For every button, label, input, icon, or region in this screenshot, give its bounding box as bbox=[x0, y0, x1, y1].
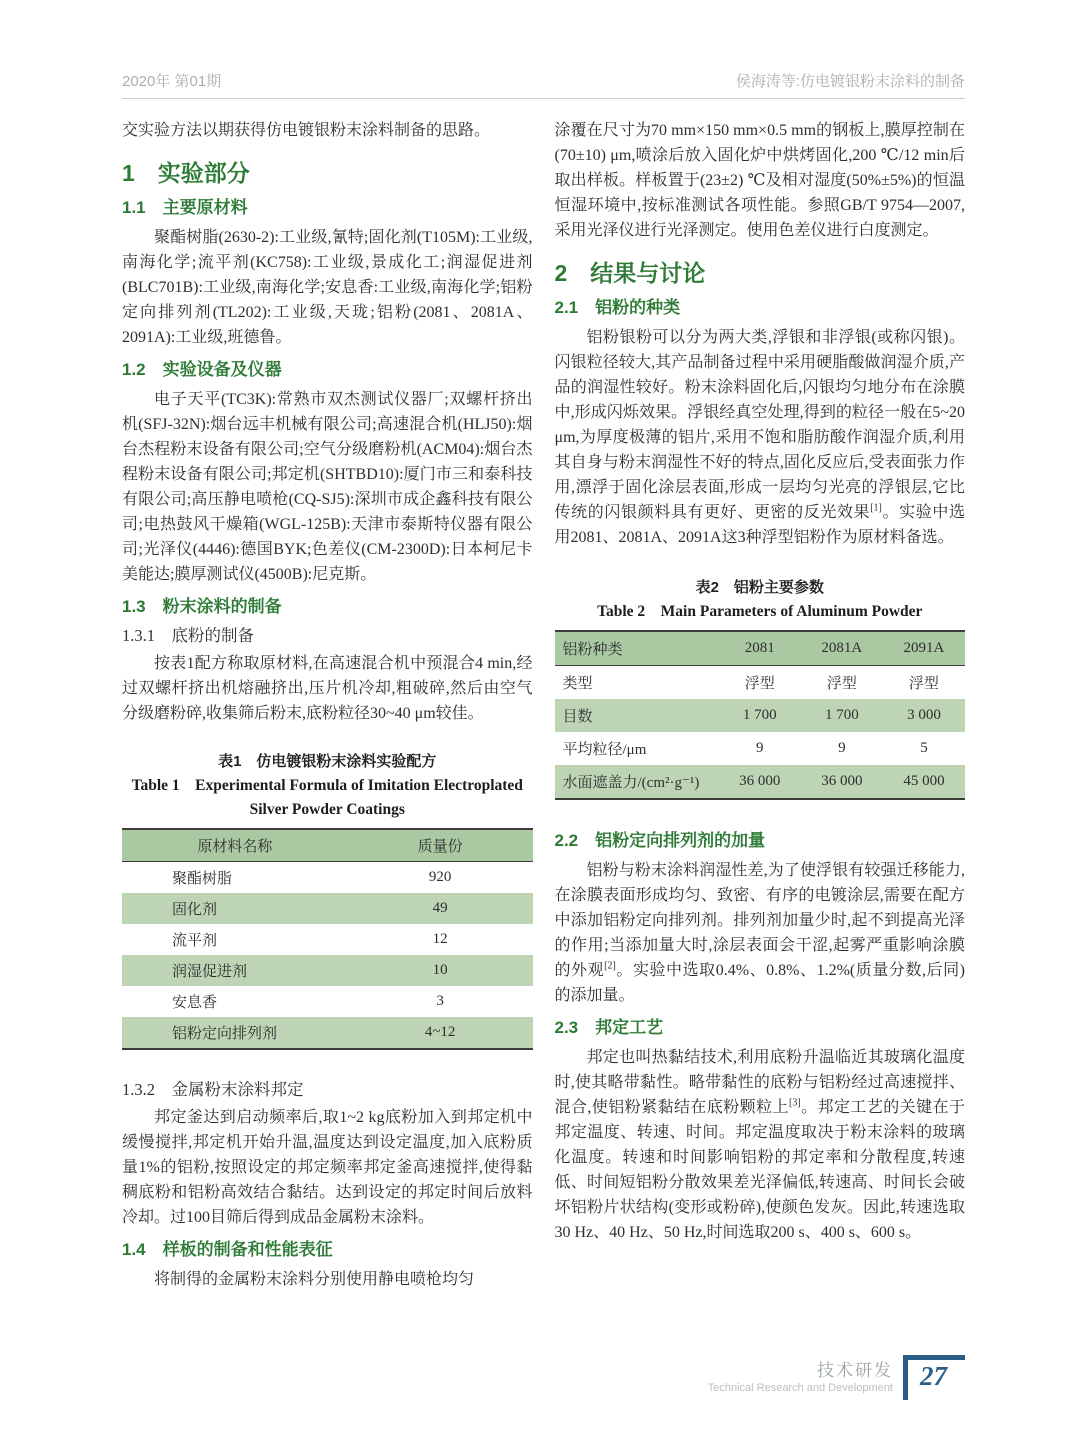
table-cell: 45 000 bbox=[883, 765, 965, 799]
table-1-caption-en-line2: Silver Powder Coatings bbox=[249, 801, 405, 818]
footer-section-label bbox=[708, 1355, 893, 1395]
paragraph-text: 。邦定工艺的关键在于邦定温度、转速、时间。邦定温度取决于粉末涂料的玻璃化温度。转速和时间影响铝粉的邦定率和分散程度,转速低、时间短铝粉分散效果差光泽偏低,转速高、时间长会破坏铝粉片状结构(变形或粉碎),使颜色发灰。因此,转速选取30 Hz、40 Hz、50 Hz,时间选取200 s、400 s、600 s。 bbox=[554, 1099, 965, 1241]
table-cell: 类型 bbox=[562, 676, 593, 692]
table-2-caption-cn: 表2 铝粉主要参数 bbox=[695, 579, 824, 596]
table-cell: 9 bbox=[755, 740, 764, 756]
section-2-1-heading: 2.1 铝粉的种类 bbox=[554, 298, 681, 317]
page-number: 27 bbox=[920, 1361, 947, 1391]
right-column bbox=[555, 118, 966, 1292]
table-row bbox=[122, 829, 533, 862]
table-row bbox=[122, 955, 533, 986]
table-cell: 水面遮盖力/(cm²·g⁻¹) bbox=[555, 765, 719, 799]
table-1-block bbox=[122, 750, 533, 1050]
table-cell: 1 700 bbox=[801, 699, 883, 732]
table-cell: 安息香 bbox=[172, 995, 218, 1011]
section-1-3-heading: 1.3 粉末涂料的制备 bbox=[122, 597, 282, 616]
section-1-3-1-heading: 1.3.1 底粉的制备 bbox=[122, 626, 254, 645]
table-row bbox=[555, 699, 966, 732]
table-cell: 12 bbox=[432, 931, 448, 947]
table-cell: 10 bbox=[348, 955, 533, 986]
table-2 bbox=[555, 630, 966, 800]
table-row bbox=[122, 924, 533, 955]
table-header-cell: 铝粉种类 bbox=[555, 631, 719, 666]
table-1-caption-en-line1: Table 1 Experimental Formula of Imitation Electroplated bbox=[131, 777, 523, 794]
table-cell: 36 000 bbox=[719, 765, 801, 799]
paragraph-text: 。实验中选取0.4%、0.8%、1.2%(质量分数,后同)的添加量。 bbox=[554, 962, 965, 1004]
table-cell: 3 000 bbox=[883, 699, 965, 732]
table-row bbox=[122, 862, 533, 894]
table-row bbox=[555, 631, 966, 666]
table-row bbox=[555, 732, 966, 765]
paragraph-text: 。实验中选用2081、2081A、2091A这3种浮型铝粉作为原材料备选。 bbox=[554, 504, 965, 546]
table-header-cell: 质量份 bbox=[348, 829, 533, 862]
table-cell: 4~12 bbox=[348, 1017, 533, 1049]
section-1-3-1-paragraph: 按表1配方称取原材料,在高速混合机中预混合4 min,经过双螺杆挤出机熔融挤出,压片机冷却,粗破碎,然后由空气分级磨粉碎,收集筛后粉末,底粉粒径30~40 μm较佳。 bbox=[122, 655, 533, 722]
table-row bbox=[555, 666, 966, 700]
page-footer bbox=[708, 1355, 965, 1400]
table-header-cell: 原材料名称 bbox=[122, 829, 348, 862]
reference-marker-2: [2] bbox=[604, 960, 616, 972]
table-cell: 36 000 bbox=[801, 765, 883, 799]
page-content bbox=[122, 118, 965, 1292]
table-1-caption-cn: 表1 仿电镀银粉末涂料实验配方 bbox=[218, 753, 437, 770]
running-header bbox=[122, 70, 965, 99]
table-header-cell: 2091A bbox=[883, 631, 965, 666]
reference-marker-3: [3] bbox=[788, 1097, 801, 1109]
table-row bbox=[122, 986, 533, 1017]
table-cell: 9 bbox=[838, 740, 846, 756]
paragraph-text: 铝粉与粉末涂料润湿性差,为了使浮银有较强迁移能力,在涂膜表面形成均匀、致密、有序的电镀涂层,需要在配方中添加铝粉定向排列剂。排列剂加量少时,起不到提高光泽的作用;当添加量大时,涂层表面会干涩,起雾严重影响涂膜的外观 bbox=[554, 862, 965, 979]
section-2-2-paragraph bbox=[555, 858, 966, 1008]
table-cell: 3 bbox=[436, 993, 444, 1009]
section-1-2-paragraph: 电子天平(TC3K):常熟市双杰测试仪器厂;双螺杆挤出机(SFJ-32N):烟台远丰机械有限公司;高速混合机(HLJ50):烟台杰程粉末设备有限公司;空气分级磨粉机(ACM04):烟台杰程粉末设备有限公司;邦定机(SHTBD10):厦门市三和泰科技有限公司;高压静电喷枪(CQ-SJ5):深圳市成企鑫科技有限公司;电热鼓风干燥箱(WGL-125B):天津市泰斯特仪器有限公司;光泽仪(4446):德国BYK;色差仪(CM-2300D):日本柯尼卡美能达;膜厚测试仪(4500B):尼克斯。 bbox=[122, 391, 533, 583]
table-cell: 平均粒径/μm bbox=[562, 742, 647, 758]
table-1 bbox=[122, 828, 533, 1050]
section-1-4-heading: 1.4 样板的制备和性能表征 bbox=[122, 1240, 333, 1259]
section-1-1-heading: 1.1 主要原材料 bbox=[122, 198, 248, 217]
table-cell: 5 bbox=[920, 740, 928, 756]
table-cell: 润湿促进剂 bbox=[122, 955, 348, 986]
table-cell: 流平剂 bbox=[172, 933, 218, 949]
journal-issue: 2020年 第01期 bbox=[122, 73, 222, 90]
table-cell: 1 700 bbox=[719, 699, 801, 732]
table-cell: 浮型 bbox=[826, 676, 857, 692]
paragraph-text: 邦定也叫热黏结技术,利用底粉升温临近其玻璃化温度时,使其略带黏性。略带黏性的底粉与铝粉经过高速搅拌、混合,使铝粉紧黏结在底粉颗粒上 bbox=[554, 1049, 965, 1116]
paragraph-text: 铝粉银粉可以分为两大类,浮银和非浮银(或称闪银)。闪银粒径较大,其产品制备过程中采用硬脂酸做润湿介质,产品的润湿性较好。粉末涂料固化后,闪银均匀地分布在涂膜中,形成闪烁效果。浮银经真空处理,得到的粒径一般在5~20 μm,为厚度极薄的铝片,采用不饱和脂肪酸作润湿介质,利用其自身与粉末润湿性不好的特点,固化反应后,受表面张力作用,漂浮于固化涂层表面,形成一层均匀光亮的浮银层,它比传统的闪银颜料具有更好、更密的反光效果 bbox=[554, 329, 965, 521]
table-cell: 浮型 bbox=[744, 676, 775, 692]
footer-section-cn: 技术研发 bbox=[817, 1361, 893, 1380]
intro-continuation: 交实验方法以期获得仿电镀银粉末涂料制备的思路。 bbox=[122, 122, 491, 139]
table-cell: 浮型 bbox=[908, 676, 939, 692]
section-1-4-paragraph-continuation: 涂覆在尺寸为70 mm×150 mm×0.5 mm的钢板上,膜厚控制在(70±10) μm,喷涂后放入固化炉中烘烤固化,200 ℃/12 min后取出样板。样板置于(23±2) ℃及相对湿度(50%±5%)的恒温恒湿环境中,按标准测试各项性能。参照GB/T 9754—2007,采用光泽仪进行光泽测定。使用色差仪进行白度测定。 bbox=[554, 122, 965, 239]
table-cell: 49 bbox=[348, 893, 533, 924]
section-1-heading: 1 实验部分 bbox=[122, 160, 250, 186]
page-number-bracket bbox=[903, 1355, 965, 1400]
section-2-heading: 2 结果与讨论 bbox=[554, 260, 706, 286]
table-cell: 铝粉定向排列剂 bbox=[122, 1017, 348, 1049]
table-2-caption-en: Table 2 Main Parameters of Aluminum Powder bbox=[597, 603, 923, 620]
table-row bbox=[122, 1017, 533, 1049]
table-header-cell: 2081 bbox=[719, 631, 801, 666]
footer-section-en: Technical Research and Development bbox=[707, 1382, 893, 1394]
section-2-3-heading: 2.3 邦定工艺 bbox=[554, 1018, 664, 1037]
section-1-3-2-heading: 1.3.2 金属粉末涂料邦定 bbox=[122, 1080, 304, 1099]
running-title: 侯海涛等:仿电镀银粉末涂料的制备 bbox=[735, 73, 965, 90]
section-2-2-heading: 2.2 铝粉定向排列剂的加量 bbox=[554, 831, 766, 850]
section-1-3-2-paragraph: 邦定釜达到启动频率后,取1~2 kg底粉加入到邦定机中缓慢搅拌,邦定机开始升温,温度达到设定温度,加入底粉质量1%的铝粉,按照设定的邦定频率邦定釜高速搅拌,使得黏稠底粉和铝粉高效结合黏结。达到设定的邦定时间后放料冷却。过100目筛后得到成品金属粉末涂料。 bbox=[122, 1109, 533, 1226]
table-2-block bbox=[555, 576, 966, 800]
section-1-1-paragraph: 聚酯树脂(2630-2):工业级,氰特;固化剂(T105M):工业级,南海化学;流平剂(KC758):工业级,景成化工;润湿促进剂(BLC701B):工业级,南海化学;安息香:工业级,南海化学;铝粉定向排列剂(TL202):工业级,天珑;铝粉(2081、2081A、2091A):工业级,班德鲁。 bbox=[122, 229, 533, 346]
left-column bbox=[122, 118, 533, 1292]
table-cell: 目数 bbox=[555, 699, 719, 732]
table-cell: 920 bbox=[428, 869, 452, 885]
section-2-3-paragraph bbox=[555, 1045, 966, 1245]
section-1-4-paragraph: 将制得的金属粉末涂料分别使用静电喷枪均匀 bbox=[154, 1271, 475, 1288]
table-cell: 聚酯树脂 bbox=[172, 871, 233, 887]
table-row bbox=[555, 765, 966, 799]
table-cell: 固化剂 bbox=[122, 893, 348, 924]
section-2-1-paragraph bbox=[555, 325, 966, 550]
table-row bbox=[122, 893, 533, 924]
reference-marker-1: [1] bbox=[870, 502, 882, 514]
section-1-2-heading: 1.2 实验设备及仪器 bbox=[122, 360, 282, 379]
table-header-cell: 2081A bbox=[801, 631, 883, 666]
